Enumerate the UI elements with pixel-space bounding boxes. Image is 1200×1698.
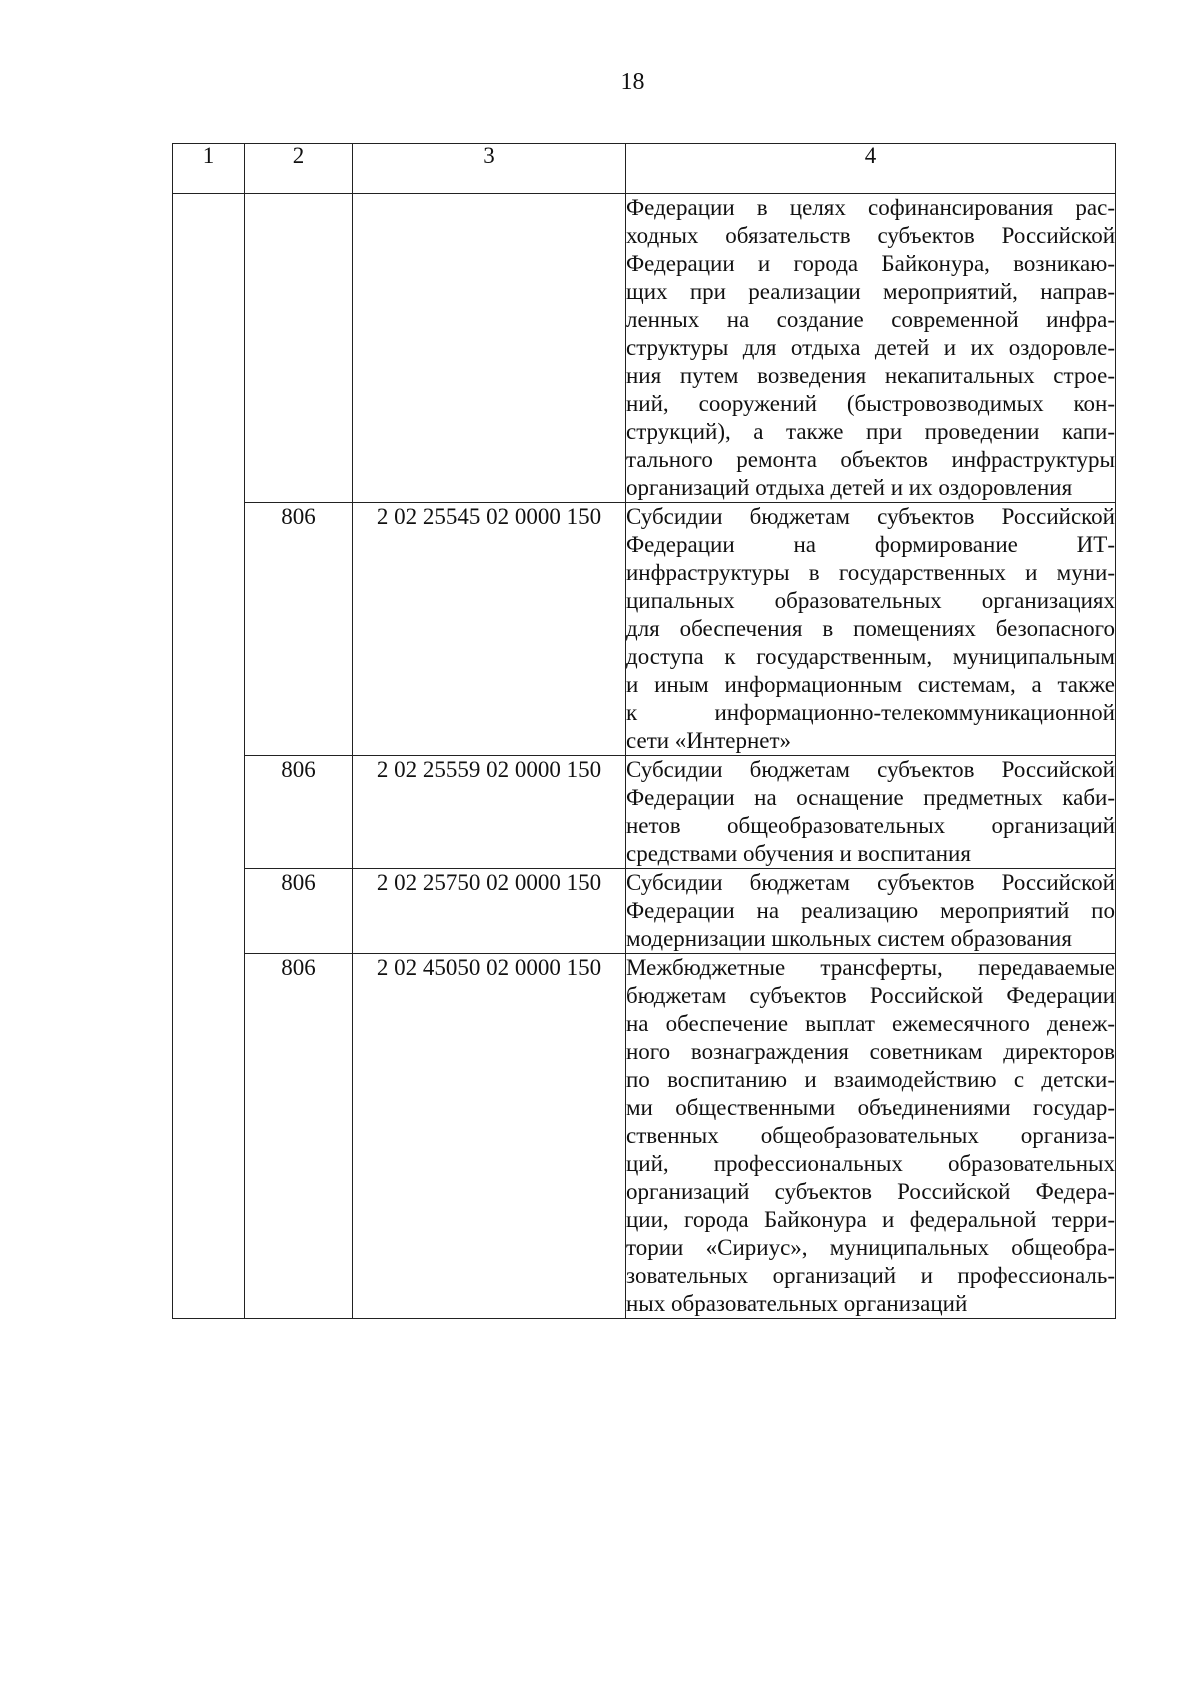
- description-line: Межбюджетные трансферты, передаваемые: [626, 955, 1115, 980]
- description-line: ния путем возведения некапитальных строе-: [626, 363, 1115, 388]
- description-line: инфраструктуры в государственных и муни-: [626, 560, 1115, 585]
- description-cell: [626, 954, 1116, 1319]
- description-line: на обеспечение выплат ежемесячного денеж-: [626, 1011, 1115, 1036]
- description-line: ходных обязательств субъектов Российской: [626, 223, 1115, 248]
- description-line: тории «Сириус», муниципальных общеобра-: [626, 1235, 1115, 1260]
- description-line: ции, города Байконура и федеральной терри-: [626, 1207, 1115, 1232]
- description-line: щих при реализации мероприятий, направ-: [626, 279, 1115, 304]
- budget-codes-table: [172, 143, 1116, 1319]
- description-line: бюджетам субъектов Российской Федерации: [626, 983, 1115, 1008]
- description-line: Федерации в целях софинансирования рас-: [626, 195, 1115, 220]
- table-body: [173, 194, 1116, 1319]
- budget-classification-code-cell: 2 02 45050 02 0000 150: [353, 954, 626, 1319]
- department-code-cell: [245, 194, 353, 503]
- description-line: для обеспечения в помещениях безопасного: [626, 616, 1115, 641]
- description-cell: [626, 194, 1116, 503]
- description-line: доступа к государственным, муниципальным: [626, 644, 1115, 669]
- description-line: ного вознаграждения советникам директоров: [626, 1039, 1115, 1064]
- description-line: Федерации на оснащение предметных каби-: [626, 785, 1115, 810]
- table-row: [173, 503, 1116, 756]
- description-line: и иным информационным системам, а также: [626, 672, 1115, 697]
- description-line: ми общественными объединениями государ-: [626, 1095, 1115, 1120]
- table-row: [173, 869, 1116, 954]
- description-line: по воспитанию и взаимодействию с детски-: [626, 1067, 1115, 1092]
- description-line: ний, сооружений (быстровозводимых кон-: [626, 391, 1115, 416]
- description-line: ных образовательных организаций: [626, 1291, 968, 1316]
- description-cell: [626, 756, 1116, 869]
- description-line: средствами обучения и воспитания: [626, 841, 971, 866]
- description-line: Субсидии бюджетам субъектов Российской: [626, 504, 1115, 529]
- table-row: [173, 756, 1116, 869]
- description-line: Федерации на реализацию мероприятий по: [626, 898, 1115, 923]
- description-line: тального ремонта объектов инфраструктуры: [626, 447, 1115, 472]
- description-line: сети «Интернет»: [626, 728, 792, 753]
- table-row: [173, 954, 1116, 1319]
- description-line: ленных на создание современной инфра-: [626, 307, 1115, 332]
- description-line: ственных общеобразовательных организа-: [626, 1123, 1115, 1148]
- description-line: Федерации и города Байконура, возникаю-: [626, 251, 1115, 276]
- description-line: организаций отдыха детей и их оздоровления: [626, 475, 1073, 500]
- column-header-1: 1: [173, 144, 245, 194]
- budget-classification-code-cell: 2 02 25559 02 0000 150: [353, 756, 626, 869]
- description-line: ципальных образовательных организациях: [626, 588, 1115, 613]
- description-line: Субсидии бюджетам субъектов Российской: [626, 870, 1115, 895]
- description-line: Федерации на формирование ИТ-: [626, 532, 1115, 557]
- column-header-2: 2: [245, 144, 353, 194]
- table-header-row: [173, 144, 1116, 194]
- column-1-cell: [173, 194, 245, 1319]
- department-code-cell: 806: [245, 503, 353, 756]
- department-code-cell: 806: [245, 954, 353, 1319]
- budget-classification-code-cell: [353, 194, 626, 503]
- description-line: к информационно-телекоммуникационной: [626, 700, 1115, 725]
- department-code-cell: 806: [245, 869, 353, 954]
- department-code-cell: 806: [245, 756, 353, 869]
- column-header-3: 3: [353, 144, 626, 194]
- page-number: 18: [620, 69, 645, 95]
- table-row: [173, 194, 1116, 503]
- description-line: ций, профессиональных образовательных: [626, 1151, 1115, 1176]
- description-line: нетов общеобразовательных организаций: [626, 813, 1115, 838]
- column-header-4: 4: [626, 144, 1116, 194]
- description-line: струкций), а также при проведении капи-: [626, 419, 1115, 444]
- budget-classification-code-cell: 2 02 25750 02 0000 150: [353, 869, 626, 954]
- description-line: модернизации школьных систем образования: [626, 926, 1072, 951]
- description-line: зовательных организаций и профессиональ-: [626, 1263, 1115, 1288]
- description-line: Субсидии бюджетам субъектов Российской: [626, 757, 1115, 782]
- description-cell: [626, 869, 1116, 954]
- budget-classification-code-cell: 2 02 25545 02 0000 150: [353, 503, 626, 756]
- description-line: структуры для отдыха детей и их оздоровле-: [626, 335, 1115, 360]
- description-line: организаций субъектов Российской Федера-: [626, 1179, 1115, 1204]
- description-cell: [626, 503, 1116, 756]
